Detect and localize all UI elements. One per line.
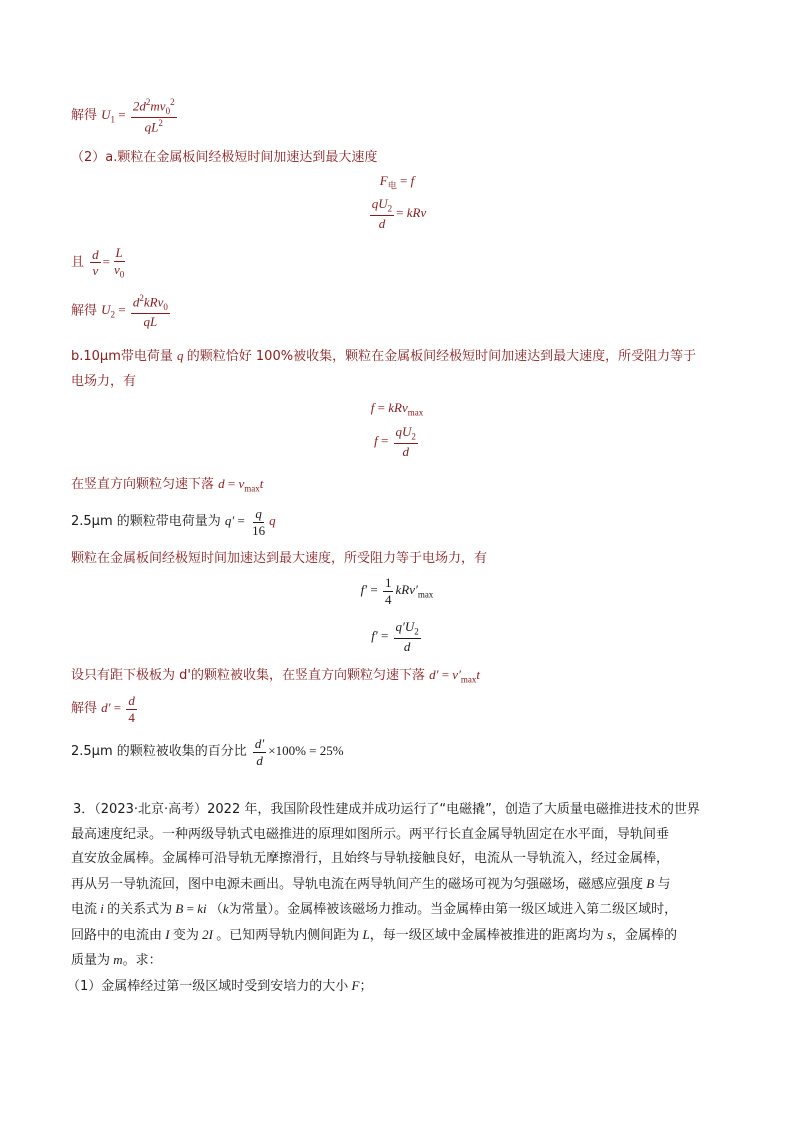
formula-f-kRvmax: f = kRv$_{max}$ — [370, 400, 424, 418]
problem-line-3: 直安放金属棒。金属棒可沿导轨无摩擦滑行，且始终与导轨接触良好，电流从一导轨流入，经过金属棒， — [71, 851, 670, 866]
solution-line-percent: 2.5μm 的颗粒被收集的百分比 $\frac{d'}{d}$ ×100% = 25% — [71, 736, 344, 768]
solution-line-fall: 在竖直方向颗粒匀速下落 $d = v_{max}t$ — [71, 476, 264, 494]
problem-source: （2023·北京·高考） — [94, 802, 208, 817]
solution-text: 解得 — [71, 108, 98, 124]
solution-text: 2.5μm 的颗粒被收集的百分比 — [71, 744, 247, 760]
solution-text: ×100% = 25% — [268, 743, 344, 759]
question-1: （1）金属棒经过第一级区域时受到安培力的大小 F； — [67, 977, 373, 994]
formula-qu2-d: $\frac{qU_2}{d}$ = kRv — [371, 196, 427, 232]
solution-line-c: 颗粒在金属板间经极短时间加速达到最大速度，所受阻力等于电场力，有 — [71, 551, 488, 566]
solution-text: b.10μm带电荷量 — [71, 349, 173, 364]
solution-text: 且 — [71, 254, 85, 270]
problem-line-4: 再从另一导轨流回，图中电源未画出。导轨电流在两导轨间产生的磁场可视为匀强磁场，磁感应强度 B 与 — [71, 875, 671, 892]
solution-line-dprime: 设只有距下极板为 d'的颗粒被收集，在竖直方向颗粒匀速下落 $d' = v'_{max}t$ — [71, 667, 481, 685]
problem-number: 3． — [73, 802, 95, 817]
solution-line-a: （2）a.颗粒在金属板间经极短时间加速达到最大速度 — [71, 150, 378, 165]
problem-line-5: 电流 i 的关系式为 B = ki （k为常量）。金属棒被该磁场力推动。当金属棒由第一级区域进入第二级区域时， — [71, 901, 678, 917]
formula-f-qu2: f = $\frac{qU_2}{d}$ — [374, 424, 416, 460]
solution-text: 在竖直方向颗粒匀速下落 — [71, 477, 215, 492]
solution-text: 的颗粒恰好 100%被收集，颗粒在金属板间经极短时间加速达到最大速度，所受阻力等于 — [186, 349, 697, 364]
solution-line-charge: 2.5μm 的颗粒带电荷量为 q′ = $\frac{q}{16}$ q — [71, 506, 276, 538]
solution-line-ratio: 且 $\frac{d}{v}$ = $\frac{L}{v_0}$ — [71, 245, 125, 280]
problem-text — [67, 798, 731, 999]
solution-line-b2: 电场力，有 — [71, 374, 137, 389]
problem-line-7: 质量为 m。求： — [71, 952, 162, 968]
problem-line-6: 回路中的电流由 I 变为 2I 。已知两导轨内侧间距为 L，每一级区域中金属棒被推进的距离均为 s，金属棒的 — [71, 926, 678, 943]
formula-u1: $U_1$ = $\frac{2d^2mv_0^2}{qL^2}$ — [101, 97, 175, 135]
formula-f-prime-kR: f′ = $\frac{1}{4}$ $kRv'_{max}$ — [360, 575, 434, 607]
solution-line-u1 — [71, 98, 179, 134]
solution-line-b: b.10μm带电荷量 q 的颗粒恰好 100%被收集，颗粒在金属板间经极短时间加速达到最大速度，所受阻力等于 — [71, 348, 697, 364]
formula-f-prime-qu2: f′ = $\frac{q'U_2}{d}$ — [371, 619, 419, 655]
solution-line-solve-d: 解得 d′ = $\frac{d}{4}$ — [71, 693, 135, 725]
problem-line-1 — [71, 798, 731, 823]
formula-f-electric: $F_电 = f$ — [379, 173, 415, 191]
solution-line-u2: 解得 $U_2$ = $\frac{d^2kRv_0}{qL}$ — [71, 293, 168, 330]
solution-text: 解得 — [71, 701, 98, 717]
problem-line-2: 最高速度纪录。一种两级导轨式电磁推进的原理如图所示。两平行长直金属导轨固定在水平面，导轨间垂 — [71, 826, 670, 842]
solution-text: 设只有距下极板为 d'的颗粒被收集，在竖直方向颗粒匀速下落 — [71, 668, 425, 683]
problem-intro: 2022 年，我国阶段性建成并成功运行了“电磁撬”，创造了大质量电磁推进技术的世界 — [207, 802, 700, 817]
solution-text: 2.5μm 的颗粒带电荷量为 — [71, 514, 221, 530]
solution-text: 解得 — [71, 303, 98, 319]
